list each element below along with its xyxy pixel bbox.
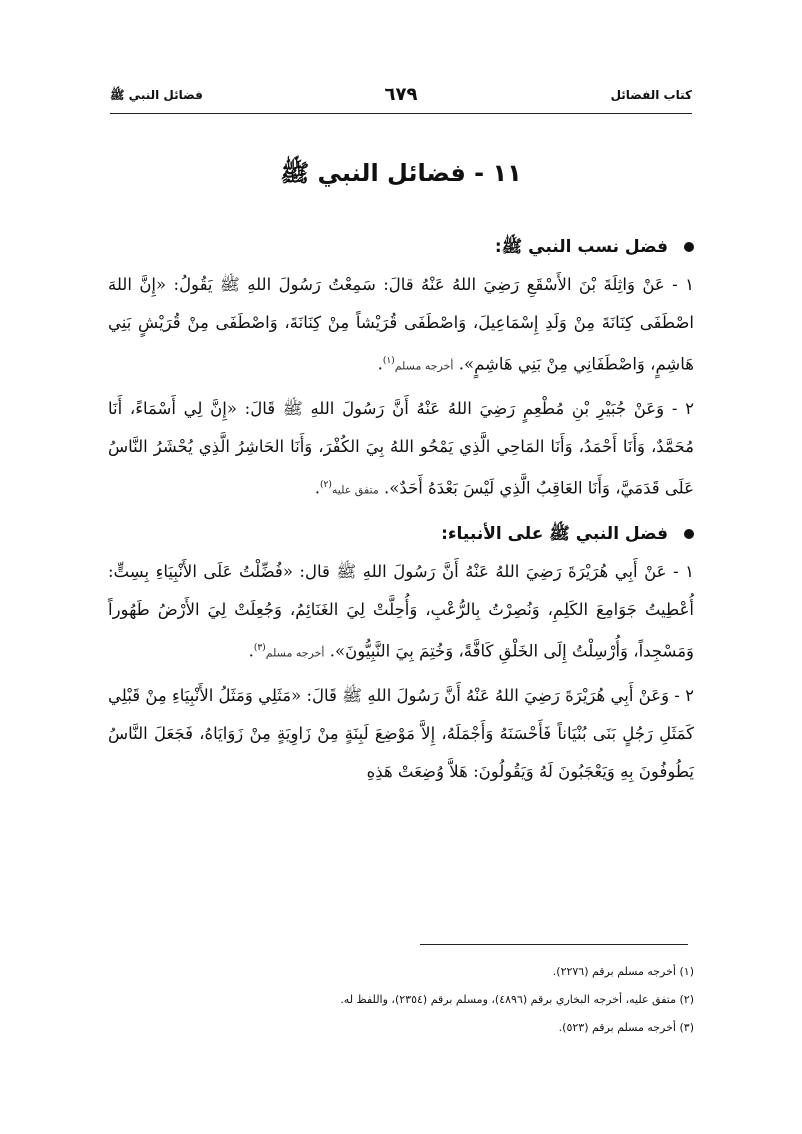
footnote-marker: (٢) — [320, 479, 332, 490]
bullet-icon — [684, 242, 694, 252]
hadith-text: عَنْ أَبِي هُرَيْرَةَ رَضِيَ اللهُ عَنْهُ أَنَّ رَسُولَ اللهِ ﷺ قال: «فُضِّلْتُ عَلَى الأَنْبِيَاءِ بِسِتٍّ: أُعْطِيتُ جَوَامِعَ الكَلِمِ، وَنُصِرْتُ بِالرُّعْبِ، وَأُحِلَّتْ لِيَ الغَنَائِمُ، وَجُعِلَتْ لِيَ الأَرْضُ طَهُوراً وَمَسْجِداً، وَأُرْسِلْتُ إِلَى الخَلْقِ كَافَّةً، وَخُتِمَ بِيَ النَّبِيُّونَ». — [108, 562, 694, 661]
hadith-reference: أخرجه مسلم — [265, 646, 325, 660]
footnote: (٢) متفق عليه، أخرجه البخاري برقم (٤٨٩٦)، ومسلم برقم (٢٣٥٤)، واللفظ له. — [340, 993, 694, 1006]
chapter-title: ١١ - فضائل النبي ﷺ — [280, 159, 522, 187]
footnote-divider — [420, 944, 688, 945]
hadith-number: ١ - — [672, 275, 694, 294]
running-header — [110, 84, 692, 110]
section-heading-lineage — [108, 232, 694, 262]
hadith-number: ٢ - — [674, 685, 694, 705]
hadith-reference: أخرجه مسلم — [394, 359, 454, 373]
hadith: ٢ - وَعَنْ جُبَيْرِ بْنِ مُطْعِمٍ رَضِيَ اللهُ عَنْهُ أَنَّ رَسُولَ اللهِ ﷺ قَالَ: «إِنَّ لِي أَسْمَاءً، أَنَا مُحَمَّدٌ، وَأَنَا أَحْمَدُ، وَأَنَا المَاحِي الَّذِي يَمْحُو اللهُ بِيَ الكُفْرَ، وَأَنَا الحَاشِرُ الَّذِي يُحْشَرُ النَّاسُ عَلَى قَدَمَيَّ، وَأَنَا العَاقِبُ الَّذِي لَيْسَ بَعْدَهُ أَحَدٌ». متفق عليه$^{(٢)}$. — [108, 398, 694, 497]
hadith: ١ - عَنْ أَبِي هُرَيْرَةَ رَضِيَ اللهُ عَنْهُ أَنَّ رَسُولَ اللهِ ﷺ قال: «فُضِّلْتُ عَلَى الأَنْبِيَاءِ بِسِتٍّ: أُعْطِيتُ جَوَامِعَ الكَلِمِ، وَنُصِرْتُ بِالرُّعْبِ، وَأُحِلَّتْ لِيَ الغَنَائِمُ، وَجُعِلَتْ لِيَ الأَرْضُ طَهُوراً وَمَسْجِداً، وَأُرْسِلْتُ إِلَى الخَلْقِ كَافَّةً، وَخُتِمَ بِيَ النَّبِيُّونَ». أخرجه مسلم$^{(٣)}$. — [108, 562, 694, 661]
header-divider — [110, 113, 692, 114]
footnote-marker: (٣) — [253, 643, 266, 653]
page-number: ٦٧٩ — [384, 84, 418, 105]
hadith-reference: متفق عليه — [331, 483, 379, 496]
header-section-title: فضائل النبي ﷺ — [110, 88, 203, 102]
footnote: (١) أخرجه مسلم برقم (٢٢٧٦). — [552, 965, 694, 978]
section-heading-text: فضل النبي ﷺ على الأنبياء: — [441, 524, 668, 544]
bullet-icon — [684, 529, 694, 539]
header-book-title: كتاب الفضائل — [610, 88, 692, 102]
hadith-text: وَعَنْ أَبِي هُرَيْرَةَ رَضِيَ اللهُ عَنْهُ أَنَّ رَسُولَ اللهِ ﷺ قَالَ: «مَثَلِي وَمَثَلُ الأَنْبِيَاءِ مِنْ قَبْلِي كَمَثَلِ رَجُلٍ بَنَى بُنْيَاناً فَأَحْسَنَهُ وَأَجْمَلَهُ، إِلاَّ مَوْضِعَ لَبِنَةٍ مِنْ زَاوِيَةٍ مِنْ زَوَايَاهُ، فَجَعَلَ النَّاسُ يَطُوفُونَ بِهِ وَيَعْجَبُونَ لَهُ وَيَقُولُونَ: هَلاَّ وُضِعَتْ هَذِهِ — [108, 685, 694, 781]
footnote-marker: (١) — [382, 356, 395, 366]
footnotes — [108, 958, 694, 1042]
hadith: ١ - عَنْ وَاثِلَةَ بْنَ الأَسْقَعِ رَضِيَ اللهُ عَنْهُ قالَ: سَمِعْتُ رَسُولَ اللهِ ﷺ يَقُولُ: «إِنَّ اللهَ اصْطَفَى كِنَانَةَ مِنْ وَلَدِ إِسْمَاعِيلَ، وَاصْطَفَى قُرَيْشاً مِنْ كِنَانَةَ، وَاصْطَفَى مِنْ قُرَيْشٍ بَنِي هَاشِمٍ، وَاصْطَفَانِي مِنْ بَنِي هَاشِمٍ». أخرجه مسلم$^{(١)}$. — [108, 275, 694, 374]
hadith-number: ١ - — [673, 562, 694, 581]
footnote: (٣) أخرجه مسلم برقم (٥٢٣). — [558, 1021, 694, 1034]
hadith-number: ٢ - — [671, 398, 694, 418]
section-heading-prophets — [108, 519, 694, 549]
page-body — [108, 222, 694, 795]
hadith-text: عَنْ وَاثِلَةَ بْنَ الأَسْقَعِ رَضِيَ اللهُ عَنْهُ قالَ: سَمِعْتُ رَسُولَ اللهِ ﷺ يَقُولُ: «إِنَّ اللهَ اصْطَفَى كِنَانَةَ مِنْ وَلَدِ إِسْمَاعِيلَ، وَاصْطَفَى قُرَيْشاً مِنْ كِنَانَةَ، وَاصْطَفَى مِنْ قُرَيْشٍ بَنِي هَاشِمٍ، وَاصْطَفَانِي مِنْ بَنِي هَاشِمٍ». — [108, 275, 694, 374]
section-heading-text: فضل نسب النبي ﷺ: — [494, 237, 668, 257]
hadith-text: وَعَنْ جُبَيْرِ بْنِ مُطْعِمٍ رَضِيَ اللهُ عَنْهُ أَنَّ رَسُولَ اللهِ ﷺ قَالَ: «إِنَّ لِي أَسْمَاءً، أَنَا مُحَمَّدٌ، وَأَنَا أَحْمَدُ، وَأَنَا المَاحِي الَّذِي يَمْحُو اللهُ بِيَ الكُفْرَ، وَأَنَا الحَاشِرُ الَّذِي يُحْشَرُ النَّاسُ عَلَى قَدَمَيَّ، وَأَنَا العَاقِبُ الَّذِي لَيْسَ بَعْدَهُ أَحَدٌ». — [108, 398, 694, 497]
hadith — [108, 677, 694, 791]
